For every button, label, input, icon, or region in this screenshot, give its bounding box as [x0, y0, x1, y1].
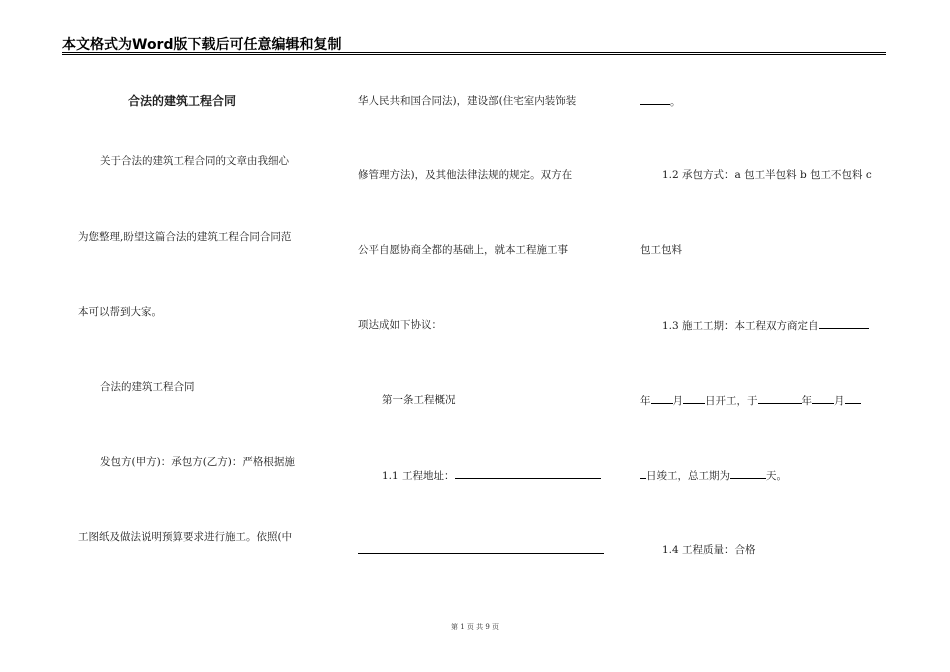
page-footer: 第 1 页 共 9 页 — [450, 623, 500, 631]
paragraph-line: 1.4 工程质量：合格 — [662, 544, 756, 556]
end-date-line — [640, 468, 787, 483]
blank-line — [640, 94, 681, 109]
paragraph-line: 华人民共和国合同法)，建设部(住宅室内装饰装 — [358, 95, 577, 107]
address-blank-continued — [358, 543, 604, 554]
start-label: 日开工，于 — [705, 395, 758, 407]
paragraph-line: 本可以帮到大家。 — [78, 306, 162, 318]
fill-blank — [640, 94, 670, 105]
paragraph-line: 1.2 承包方式：a 包工半包料 b 包工不包料 c — [662, 169, 872, 181]
paragraph-line: 项达成如下协议： — [358, 319, 442, 331]
blank-line — [358, 543, 604, 558]
fill-blank — [730, 468, 766, 479]
page-header: 本文格式为Word版下载后可任意编辑和复制 — [62, 37, 342, 53]
document-title: 合法的建筑工程合同 — [128, 94, 237, 108]
paragraph-line: 公平自愿协商全都的基础上，就本工程施工事 — [358, 244, 568, 256]
header-rule — [62, 52, 886, 55]
start-date-line — [640, 393, 861, 408]
fill-blank — [758, 393, 802, 404]
fill-blank — [683, 393, 705, 404]
fill-blank — [819, 318, 869, 329]
year-label: 年 — [801, 395, 812, 407]
year-label: 年 — [640, 395, 651, 407]
paragraph-line: 修管理方法)，及其他法律法规的规定。双方在 — [358, 169, 573, 181]
month-label: 月 — [672, 395, 683, 407]
section-heading: 合法的建筑工程合同 — [100, 381, 195, 393]
paragraph-line: 为您整理,盼望这篇合法的建筑工程合同合同范 — [78, 231, 292, 243]
paragraph-line: 发包方(甲方)：承包方(乙方)：严格根据施 — [100, 456, 295, 468]
address-label: 1.1 工程地址： — [382, 470, 455, 482]
punctuation: 。 — [670, 96, 681, 108]
paragraph-line: 工图纸及做法说明预算要求进行施工。依照(中 — [78, 531, 293, 543]
paragraph-line: 包工包料 — [640, 244, 682, 256]
month-label: 月 — [834, 395, 845, 407]
section-heading: 第一条工程概况 — [382, 394, 456, 406]
fill-blank — [651, 393, 673, 404]
address-line — [382, 468, 601, 483]
completion-label: 日竣工，总工期为 — [646, 470, 730, 482]
days-label: 天。 — [766, 470, 787, 482]
schedule-label: 1.3 施工工期：本工程双方商定自 — [662, 320, 819, 332]
address-blank — [455, 468, 601, 479]
fill-blank — [812, 393, 834, 404]
paragraph-line: 关于合法的建筑工程合同的文章由我细心 — [100, 155, 289, 167]
schedule-line — [662, 318, 869, 333]
fill-blank — [845, 393, 861, 404]
